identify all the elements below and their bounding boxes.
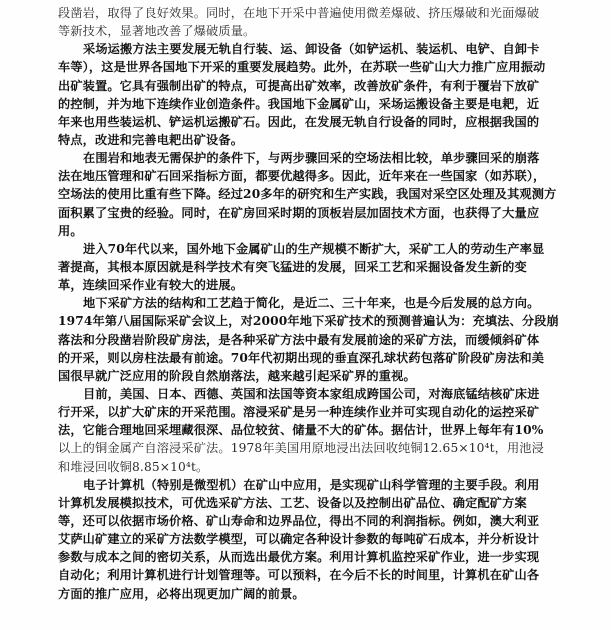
text-line: 法在地压管理和矿石回采指标方面，都要优越得多。因此，近年来在一些国家（如苏联），: [58, 169, 546, 184]
text-line: 1974年第八届国际采矿会议上，对2000年地下采矿技术的预测普遍认为：充填法、分段崩: [58, 314, 559, 329]
text-line: 空场法的使用比重有些下降。经过20多年的研究和生产实践，我国对采空区处理及其观测方: [58, 187, 557, 202]
text-line: 面积累了宝贵的经验。同时，在矿房回采时期的顶板岩层加固技术方面，也获得了大量应: [58, 205, 540, 220]
text-line: 和堆浸回收铜8.85×10⁴t。: [58, 459, 209, 474]
text-line: 车等），这是世界各国地下开采的重要发展趋势。此外，在苏联一些矿山大力推广应用振动: [58, 60, 546, 75]
text-line: 电子计算机（特别是微型机）在矿山中应用，是实现矿山科学管理的主要手段。利用: [83, 477, 540, 492]
text-line: 方面的推广应用，必将出现更加广阔的前景。: [58, 586, 305, 601]
text-line: 著提高，其根本原因就是科学技术有突飞猛进的发展，回采工艺和采掘设备发生新的变: [58, 259, 527, 274]
text-line: 落法和分段凿岩阶段矿房法，是各种采矿方法中最有发展前途的采矿方法，而缓倾斜矿体: [58, 332, 540, 347]
text-line: 地下采矿方法的结构和工艺趋于简化，是近二、三十年来，也是今后发展的总方向。: [83, 296, 540, 311]
text-line: 用。: [58, 223, 83, 238]
text-line: 等，还可以依据市场价格、矿山寿命和边界品位，得出不同的利润指标。例如，澳大利亚: [58, 513, 540, 528]
text-line: 采场运搬方法主要发展无轨自行装、运、卸设备（如铲运机、装运机、电铲、自卸卡: [83, 42, 540, 57]
text-line: 出矿装置。它具有强制出矿的特点，可提高出矿效率，改善放矿条件，有利于覆岩下放矿: [58, 78, 540, 93]
text-line: 国很早就广泛应用的阶段自然崩落法，越来越引起采矿界的重视。: [58, 368, 416, 383]
text-line: 艾萨山矿建立的采矿方法数学模型，可以确定各种设计参数的每吨矿石成本，并分析设计: [58, 532, 540, 547]
text-line: 在围岩和地表无需保护的条件下，与两步骤回采的空场法相比较，单步骤回采的崩落: [83, 151, 540, 166]
text-line: 以上的铜金属产自溶浸采矿法。1978年美国用原地浸出法回收纯铜12.65×10⁴t，用池浸: [58, 441, 544, 456]
text-line: 等新技术，显著地改善了爆破质量。: [58, 24, 256, 39]
text-line: 进入70年代以来，国外地下金属矿山的生产规模不断扩大，采矿工人的劳动生产率显: [83, 241, 545, 256]
text-line: 自动化；利用计算机进行计划管理等。可以预料，在今后不长的时间里，计算机在矿山各: [58, 568, 540, 583]
text-line: 的控制，并为地下连续作业创造条件。我国地下金属矿山，采场运搬设备主要是电耙，近: [58, 96, 540, 111]
text-line: 段凿岩，取得了良好效果。同时，在地下开采中普遍使用微差爆破、挤压爆破和光面爆破: [58, 6, 540, 20]
text-line: 革，连续回采作业有较大的进展。: [58, 278, 244, 293]
text-line: 年来也用些装运机、铲运机运搬矿石。因此，在发展无轨自行设备的同时，应根据我国的: [58, 114, 540, 129]
text-line: 的开采，则以房柱法最有前途。70年代初期出现的垂直深孔球状药包落矿阶段矿房法和美: [58, 350, 545, 365]
text-line: 特点，改进和完善电耙出矿设备。: [58, 132, 244, 147]
text-line: 法，它能合理地回采埋藏很深、品位较贫、储量不大的矿体。据估计，世界上每年有10%: [58, 423, 544, 438]
text-line: 参数与成本之间的密切关系，从而选出最优方案。利用计算机监控采矿作业，进一步实现: [58, 550, 540, 565]
text-line: 行开采，以扩大矿床的开采范围。溶浸采矿是另一种连续作业并可实现自动化的运控采矿: [58, 405, 540, 420]
text-line: 目前，美国、日本、西德、英国和法国等资本家组成跨国公司，对海底锰结核矿床进: [83, 386, 540, 401]
document-body: [58, 4, 592, 603]
text-line: 计算机发展模拟技术，可优选采矿方法、工艺、设备以及控制出矿品位、确定配矿方案: [58, 495, 527, 510]
